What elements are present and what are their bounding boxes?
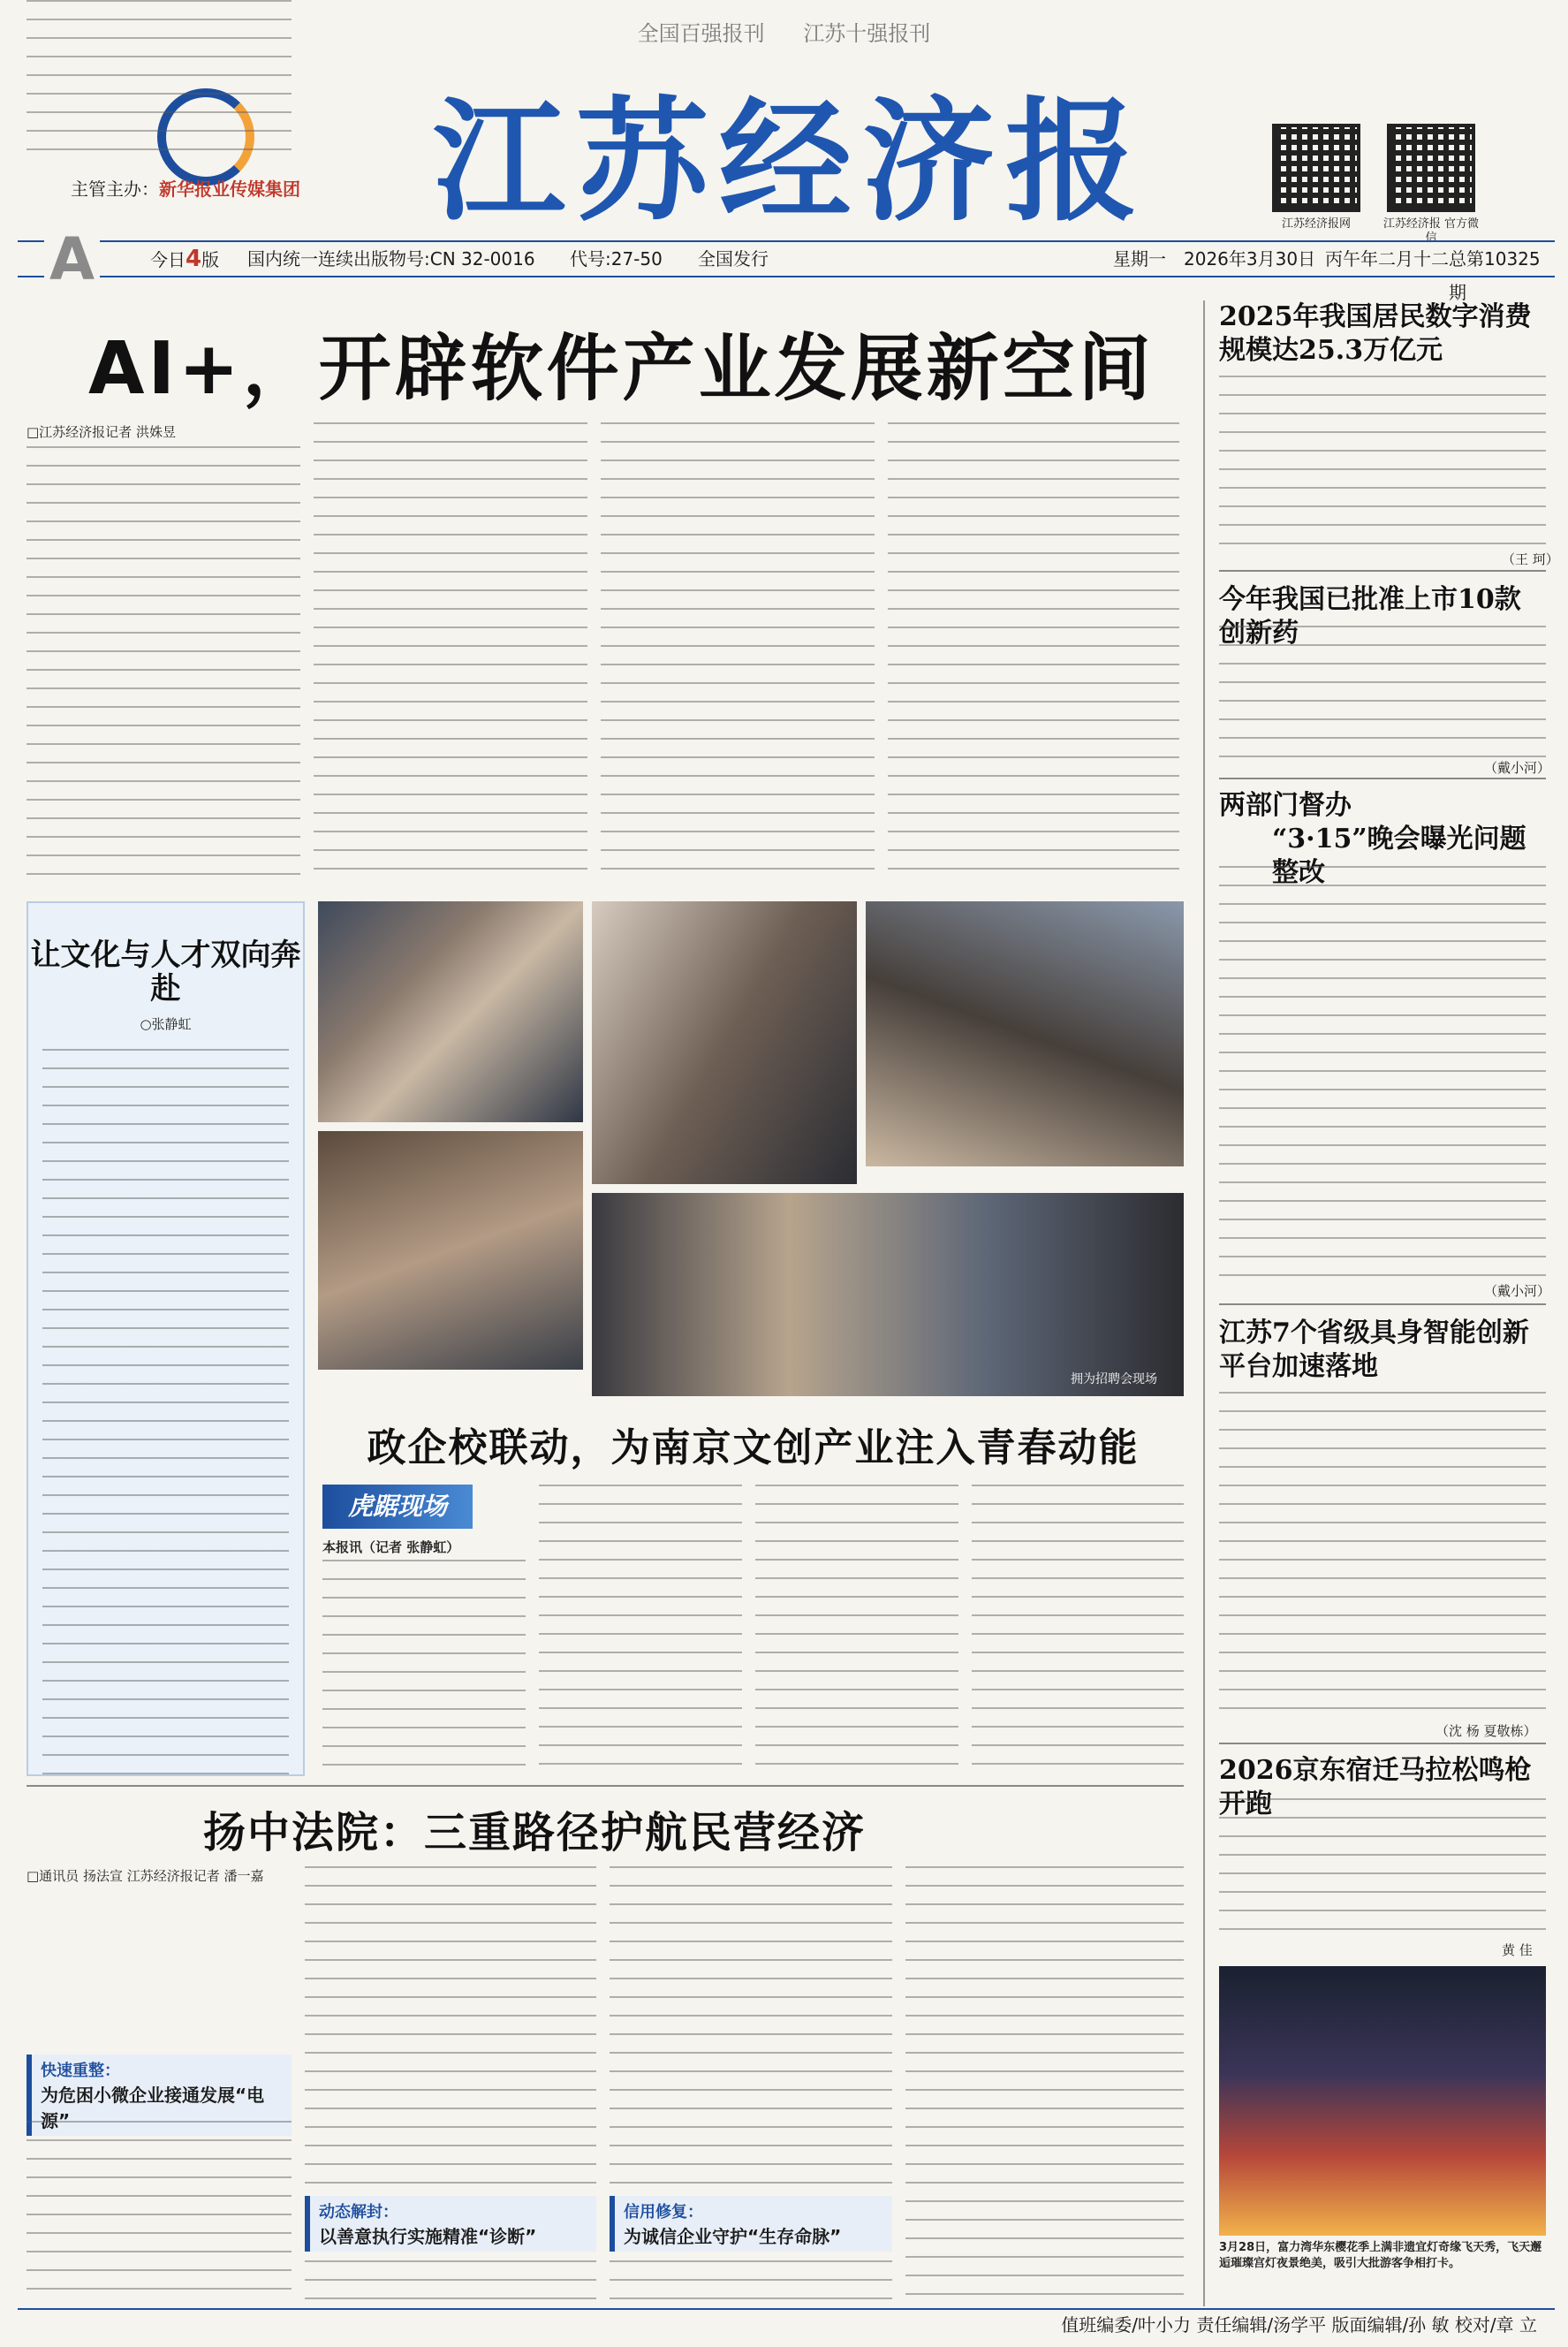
photo-story-box — [27, 901, 305, 1776]
sidebar-title-2: 今年我国已批准上市10款创新药 — [1219, 584, 1521, 649]
feature-byline: 本报讯（记者 张静虹） — [322, 1539, 460, 1555]
lead-column-1 — [27, 446, 300, 884]
lunar-date: 丙午年二月十二 — [1325, 248, 1449, 270]
court-column-2b — [305, 2260, 596, 2305]
court-column-3a — [610, 1866, 892, 2193]
feature-column-2 — [539, 1485, 742, 1772]
sidebar-author-1: （王 珂） — [1502, 551, 1559, 567]
sidebar-author-2: （戴小河） — [1484, 760, 1551, 776]
court-column-1b — [27, 2121, 292, 2302]
court-subhead-1-title: 为危困小微企业接通发展“电源” — [41, 2085, 265, 2131]
court-subhead-2-title: 以善意执行实施精准“诊断” — [319, 2226, 537, 2247]
court-subhead-1-tag: 快速重整： — [41, 2062, 120, 2080]
lead-byline: □江苏经济报记者 洪姝昱 — [27, 424, 176, 440]
feature-column-4 — [972, 1485, 1184, 1772]
sidebar-divider — [1219, 570, 1546, 572]
cn-number: 国内统一连续出版物号:CN 32-0016 — [247, 248, 535, 270]
sidebar-title-4: 江苏7个省级具身智能创新平台加速落地 — [1219, 1318, 1529, 1382]
sidebar-title-1: 2025年我国居民数字消费规模达25.3万亿元 — [1219, 301, 1532, 366]
sidebar-text-1 — [1219, 376, 1546, 552]
sidebar-title-3: “3·15”晚会曝光问题整改 — [1272, 824, 1526, 888]
distribution: 全国发行 — [698, 248, 769, 270]
court-subhead-3-tag: 信用修复： — [624, 2203, 703, 2222]
lead-headline: AI+，开辟软件产业发展新空间 — [88, 327, 1155, 411]
court-headline: 扬中法院：三重路径护航民营经济 — [203, 1808, 867, 1857]
today-label: 今日 — [150, 249, 186, 270]
edition-letter: A — [44, 225, 100, 293]
date: 2026年3月30日 — [1184, 248, 1316, 270]
sidebar-author-3: （戴小河） — [1484, 1283, 1551, 1299]
feature-photo-4 — [866, 901, 1184, 1166]
qr-code-icon — [1272, 124, 1360, 212]
court-subhead-2-tag: 动态解封： — [319, 2203, 398, 2222]
sidebar-kicker-3: 两部门督办 — [1219, 790, 1352, 821]
qr-wechat-label: 江苏经济报 官方微信 — [1382, 217, 1480, 245]
qr-website-label: 江苏经济报网 — [1281, 217, 1351, 231]
sidebar-author-5: 黄 佳 — [1502, 1942, 1533, 1958]
lead-column-4 — [888, 422, 1179, 884]
sidebar-divider — [1219, 778, 1546, 779]
qr-code-icon — [1387, 124, 1475, 212]
feature-headline: 政企校联动，为南京文创产业注入青春动能 — [367, 1425, 1140, 1470]
section-divider — [27, 1785, 1184, 1787]
photo-caption: 拥为招聘会现场 — [1071, 1372, 1157, 1386]
court-column-1a — [27, 0, 292, 159]
feature-tag: 虎踞现场 — [322, 1485, 473, 1529]
feature-photo-5 — [592, 1193, 1184, 1396]
court-column-3b — [610, 2260, 892, 2305]
slogan-top10: 江苏十强报刊 — [803, 21, 931, 46]
qr-wechat — [1382, 124, 1484, 246]
feature-column-3 — [755, 1485, 958, 1772]
sidebar-text-5 — [1219, 1798, 1546, 1940]
sidebar-photo-caption: 3月28日，富力湾华东樱花季上满非遗宜灯奇缘飞天秀，飞天邂逅璀璨宫灯夜景绝美，吸引大批游客争相打卡。 — [1219, 2241, 1542, 2270]
sidebar-photo — [1219, 1966, 1546, 2236]
court-column-2a — [305, 1866, 596, 2193]
sponsor — [71, 175, 300, 201]
sidebar-text-4 — [1219, 1392, 1546, 1723]
sidebar-title-5: 2026京东宿迁马拉松鸣枪开跑 — [1219, 1755, 1532, 1819]
feature-photo-1 — [318, 901, 583, 1122]
feature-photo-2 — [318, 1131, 583, 1370]
court-subhead-3-title: 为诚信企业守护“生存命脉” — [624, 2226, 842, 2247]
court-subhead-3 — [610, 2196, 892, 2252]
sponsor-label: 主管主办： — [71, 178, 159, 200]
weekday: 星期一 — [1113, 248, 1166, 270]
sidebar-text-2 — [1219, 626, 1546, 758]
lead-column-3 — [601, 422, 875, 884]
page-unit: 版 — [201, 249, 220, 270]
photo-story-text — [42, 1049, 289, 1782]
page-count: 4 — [186, 246, 202, 272]
court-column-4 — [905, 1866, 1184, 2304]
newspaper-title: 江苏经济报 — [432, 84, 1148, 239]
slogan-top100: 全国百强报刊 — [637, 21, 765, 46]
court-byline: □通讯员 扬法宣 江苏经济报记者 潘一嘉 — [27, 1868, 264, 1884]
photo-story-title: 让文化与人才双向奔赴 — [30, 938, 301, 1006]
photo-story-author: ○张静虹 — [140, 1016, 192, 1032]
sidebar-author-4: （沈 杨 夏敬栋） — [1435, 1723, 1537, 1739]
footer-credits: 值班编委/叶小力 责任编辑/汤学平 版面编辑/孙 敏 校对/章 立 — [18, 2308, 1555, 2338]
sidebar-divider — [1219, 1303, 1546, 1305]
info-bar — [18, 240, 1555, 303]
sponsor-name: 新华报业传媒集团 — [159, 178, 300, 200]
court-subhead-2 — [305, 2196, 596, 2252]
feature-photo-3 — [592, 901, 857, 1184]
issue-number: 总第10325期 — [1449, 248, 1541, 303]
sidebar-divider — [1219, 1743, 1546, 1744]
feature-column-1 — [322, 1560, 526, 1772]
postal-code: 代号:27-50 — [570, 248, 663, 270]
sidebar-text-3 — [1219, 866, 1546, 1286]
column-divider — [1203, 300, 1205, 2306]
lead-column-2 — [314, 422, 587, 884]
qr-website — [1272, 124, 1369, 232]
